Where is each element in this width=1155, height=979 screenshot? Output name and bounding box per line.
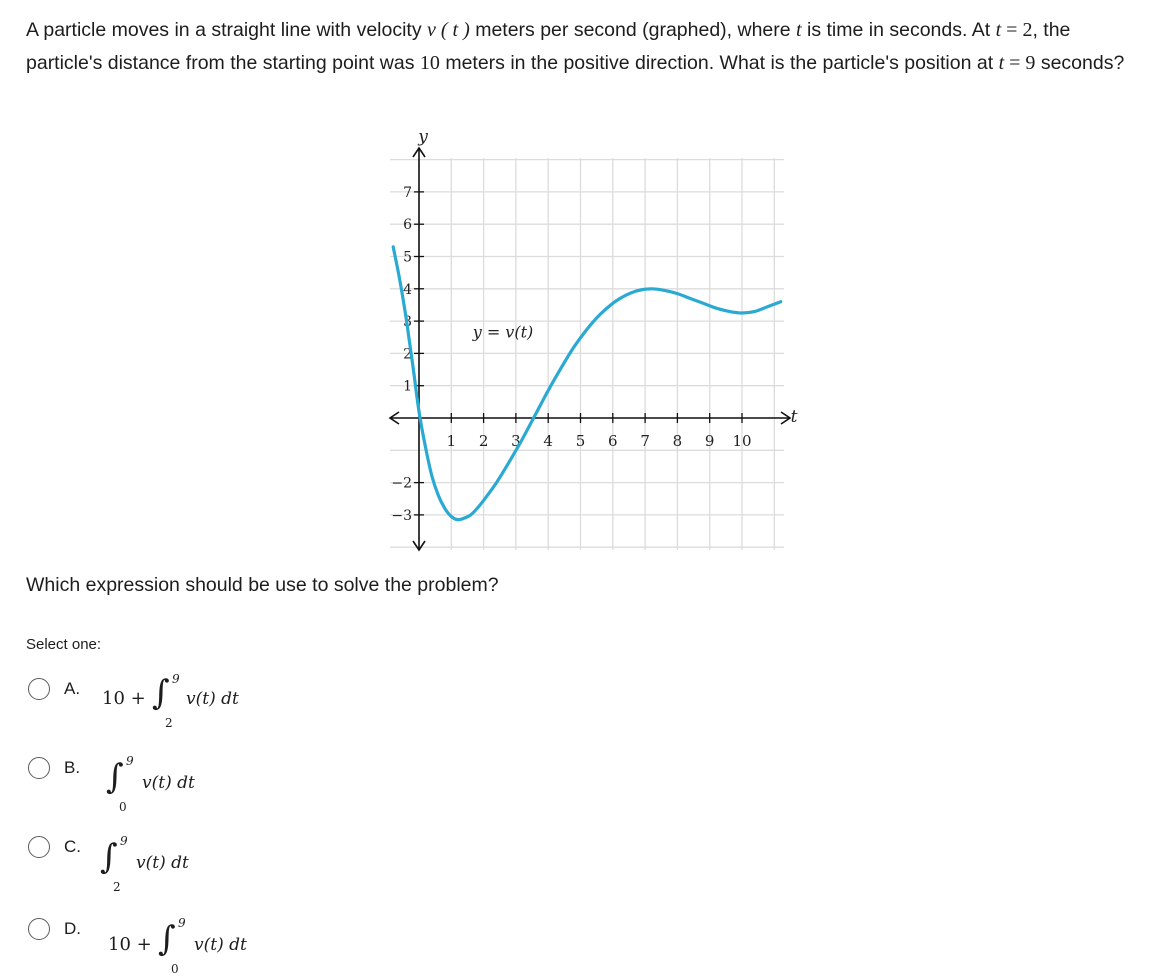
math-eq-9: = 9	[1004, 52, 1036, 74]
option-a-integrand: v(t) dt	[186, 689, 239, 709]
integral-symbol: ∫	[100, 837, 118, 877]
x-tick-label: 1	[446, 432, 457, 450]
option-b-expression	[102, 754, 222, 814]
math-t: t	[796, 19, 802, 41]
option-d-lower: 0	[171, 962, 179, 976]
sub-question: Which expression should be use to solve the problem?	[26, 574, 499, 596]
y-axis-label: y	[418, 127, 428, 147]
option-d-radio[interactable]	[28, 918, 50, 940]
x-tick-label: 2	[478, 432, 489, 450]
option-c-lower: 2	[113, 880, 121, 894]
integral-symbol: ∫	[106, 757, 124, 797]
option-c-upper: 9	[120, 834, 128, 848]
option-d-integrand: v(t) dt	[194, 935, 247, 955]
math-ten: 10	[419, 52, 440, 74]
math-t: t	[995, 19, 1002, 41]
y-tick-label: 1	[403, 378, 412, 395]
option-d[interactable]	[28, 918, 81, 940]
x-tick-label: 6	[608, 432, 618, 450]
y-tick-label: 6	[403, 217, 412, 234]
x-tick-label: 7	[640, 432, 650, 450]
y-tick-label: 5	[403, 249, 412, 266]
option-a-radio[interactable]	[28, 678, 50, 700]
option-d-letter: D.	[64, 919, 81, 938]
x-tick-label: 9	[704, 432, 715, 450]
x-axis-label: t	[790, 407, 798, 427]
option-b[interactable]	[28, 757, 80, 779]
graph-grid	[390, 158, 784, 550]
graph-axes	[390, 148, 790, 550]
option-b-lower: 0	[119, 800, 127, 814]
y-tick-label: 4	[403, 281, 412, 298]
option-c-expression	[96, 834, 216, 894]
option-a[interactable]	[28, 678, 80, 700]
select-one-label: Select one:	[26, 636, 102, 653]
velocity-graph	[380, 118, 800, 558]
question-part: seconds?	[1035, 52, 1125, 74]
curve-annotation: y = v(t)	[472, 322, 534, 342]
math-t: t	[998, 52, 1005, 74]
x-tick-label: 8	[672, 432, 683, 450]
option-a-lower: 2	[165, 716, 173, 730]
question-part: meters in the positive direction. What is the particle's position at	[439, 52, 999, 74]
math-eq-2: = 2	[1001, 19, 1033, 41]
option-b-integrand: v(t) dt	[142, 773, 195, 793]
question-part: is time in seconds. At	[801, 19, 996, 41]
x-tick-label: 10	[732, 432, 752, 450]
y-tick-label: 3	[403, 314, 412, 331]
option-b-radio[interactable]	[28, 757, 50, 779]
y-tick-label: 7	[403, 184, 412, 201]
x-tick-label: 3	[511, 432, 521, 450]
option-d-expression	[108, 916, 268, 976]
question-part: meters per second (graphed), where	[469, 19, 797, 41]
option-c-letter: C.	[64, 837, 81, 856]
option-a-expression	[102, 672, 262, 732]
graph-ticks	[391, 185, 751, 524]
integral-symbol: ∫	[152, 673, 170, 713]
option-d-upper: 9	[178, 916, 186, 930]
option-a-prefix: 10 +	[102, 688, 146, 709]
x-tick-label: 4	[543, 432, 553, 450]
option-d-prefix: 10 +	[108, 934, 152, 955]
math-v-of-t: v ( t )	[427, 19, 470, 41]
question-text	[26, 14, 1151, 80]
question-part: A particle moves in a straight line with velocity	[26, 19, 428, 41]
option-b-letter: B.	[64, 758, 81, 777]
y-tick-label: −3	[391, 507, 412, 524]
option-c[interactable]	[28, 836, 81, 858]
graph-labels	[417, 127, 797, 427]
option-b-upper: 9	[126, 754, 134, 768]
option-a-upper: 9	[172, 672, 180, 686]
question-part: , the particle's distance from the starting point was	[26, 19, 1071, 74]
option-c-radio[interactable]	[28, 836, 50, 858]
y-tick-label: 2	[403, 346, 412, 363]
option-c-integrand: v(t) dt	[136, 853, 189, 873]
integral-symbol: ∫	[158, 919, 176, 959]
y-tick-label: −2	[391, 475, 412, 492]
x-tick-label: 5	[575, 432, 586, 450]
option-a-letter: A.	[64, 679, 81, 698]
